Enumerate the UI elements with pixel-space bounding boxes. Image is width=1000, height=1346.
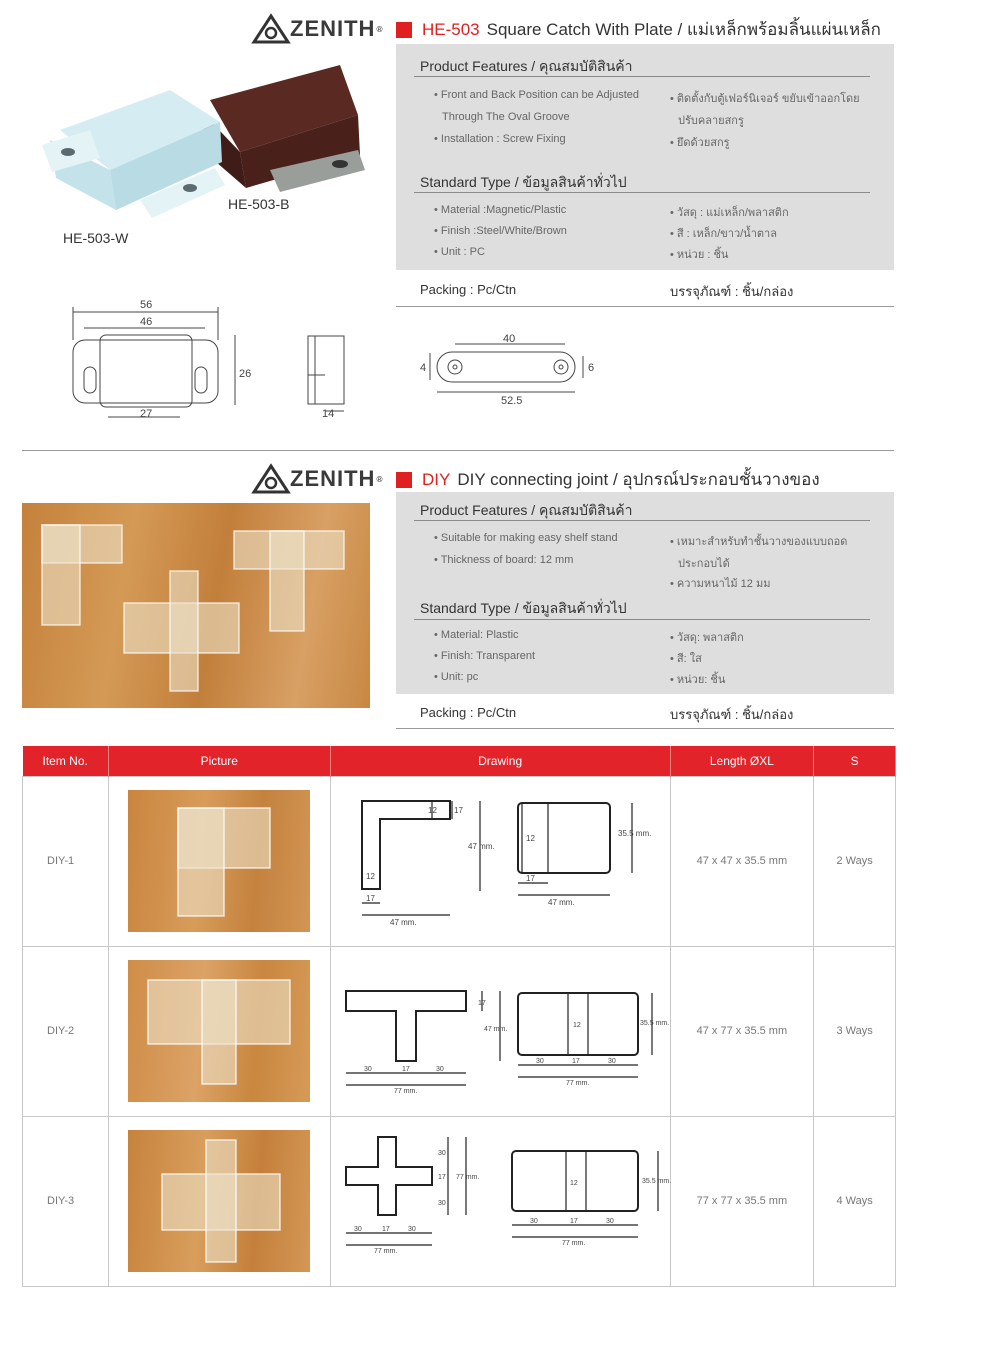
- ways-cell: 3 Ways: [814, 946, 896, 1116]
- picture-cell: [108, 1116, 330, 1286]
- product-code: DIY: [422, 469, 451, 489]
- standard-th: • หน่วย : ชิ้น: [670, 249, 729, 261]
- feature-en: • Thickness of board: 12 mm: [434, 554, 574, 566]
- table-row: [23, 1116, 896, 1286]
- standard-th: • สี: ใส: [670, 653, 702, 665]
- col-picture: Picture: [108, 746, 330, 776]
- product-code: HE-503: [422, 19, 480, 39]
- divider: [414, 192, 870, 193]
- dim-40: 40: [503, 333, 516, 345]
- dim: 12: [573, 1022, 581, 1029]
- dim: 35.5 mm.: [618, 829, 652, 838]
- dim: 35.5 mm.: [642, 1178, 672, 1185]
- feature-en: • Suitable for making easy shelf stand: [434, 532, 618, 544]
- zenith-triangle-icon: [252, 14, 290, 44]
- dim: 17: [402, 1066, 410, 1073]
- standard-heading: Standard Type / ข้อมูลสินค้าทั่วไป: [420, 174, 627, 190]
- drawing-cell: [330, 776, 670, 946]
- dim: 77 mm.: [566, 1080, 590, 1087]
- divider: [414, 619, 870, 620]
- dim: 77 mm.: [374, 1248, 398, 1255]
- ways-cell: 4 Ways: [814, 1116, 896, 1286]
- dim: 30: [608, 1058, 616, 1065]
- label-he503-b: HE-503-B: [228, 196, 290, 212]
- diy-info-panel: [396, 492, 894, 694]
- dim: 12: [526, 834, 536, 843]
- dim: 47 mm.: [548, 898, 575, 907]
- he503-photo: [40, 60, 370, 230]
- dim-56: 56: [140, 299, 153, 311]
- diy2-photo: [128, 960, 310, 1102]
- dim-6: 6: [588, 362, 595, 374]
- section-title-he503: [396, 16, 881, 43]
- red-square-icon: [396, 22, 412, 38]
- dim: 35.5 mm.: [640, 1020, 670, 1027]
- features-heading: Product Features / คุณสมบัติสินค้า: [420, 58, 633, 74]
- section-title-diy: [396, 466, 820, 493]
- divider: [414, 520, 870, 521]
- spec-table: [22, 746, 896, 1287]
- diy1-drawing: [340, 791, 660, 931]
- col-item-no: Item No.: [23, 746, 109, 776]
- diy-group-photo: [22, 503, 370, 708]
- zenith-logo: ZENITH ®: [252, 14, 383, 44]
- dim: 17: [438, 1174, 446, 1181]
- table-row: [23, 946, 896, 1116]
- dim: 12: [570, 1180, 578, 1187]
- dim: 17: [454, 806, 464, 815]
- dim: 17: [366, 894, 376, 903]
- divider: [396, 728, 894, 729]
- dim: 17: [570, 1218, 578, 1225]
- feature-en: • Installation : Screw Fixing: [434, 133, 566, 145]
- feature-th: • ติดตั้งกับตู้เฟอร์นิเจอร์ ขยับเข้าออกโดย: [670, 93, 860, 105]
- diy3-photo: [128, 1130, 310, 1272]
- picture-cell: [108, 946, 330, 1116]
- dim: 47 mm.: [484, 1026, 508, 1033]
- diy3-drawing: [340, 1131, 672, 1271]
- dim-52-5: 52.5: [501, 395, 523, 407]
- dim: 17: [526, 874, 536, 883]
- standard-en: • Finish: Transparent: [434, 650, 536, 662]
- feature-en: Through The Oval Groove: [442, 111, 570, 123]
- standard-en: • Unit: pc: [434, 671, 479, 683]
- he503-plate-drawing: [415, 330, 605, 410]
- drawing-cell: [330, 946, 670, 1116]
- dim: 30: [606, 1218, 614, 1225]
- dim: 30: [354, 1226, 362, 1233]
- product-title: DIY connecting joint / อุปกรณ์ประกอบชั้นวางของ: [457, 470, 820, 489]
- standard-en: • Finish :Steel/White/Brown: [434, 225, 567, 237]
- diy2-drawing: [340, 961, 670, 1101]
- dim: 30: [364, 1066, 372, 1073]
- feature-th: • เหมาะสำหรับทำชั้นวางของแบบถอด: [670, 536, 848, 548]
- dim: 12: [366, 872, 376, 881]
- features-heading: Product Features / คุณสมบัติสินค้า: [420, 502, 633, 518]
- dim: 30: [530, 1218, 538, 1225]
- col-length: Length ØXL: [670, 746, 814, 776]
- drawing-cell: [330, 1116, 670, 1286]
- dim: 77 mm.: [562, 1240, 586, 1247]
- dim: 77 mm.: [394, 1088, 418, 1095]
- dim: 47 mm.: [390, 918, 417, 927]
- feature-th: • ยึดด้วยสกรู: [670, 137, 730, 149]
- standard-en: • Material: Plastic: [434, 629, 519, 641]
- diy1-photo: [128, 790, 310, 932]
- dim: 30: [408, 1226, 416, 1233]
- dim: 17: [572, 1058, 580, 1065]
- item-no: DIY-1: [23, 776, 109, 946]
- packing-th: บรรจุภัณฑ์ : ชิ้น/กล่อง: [670, 284, 794, 299]
- packing-en: Packing : Pc/Ctn: [420, 705, 517, 720]
- standard-th: • วัสดุ: พลาสติก: [670, 632, 744, 644]
- packing-en: Packing : Pc/Ctn: [420, 282, 517, 297]
- feature-th: ปรับคลายสกรู: [678, 115, 744, 127]
- dim: 17: [382, 1226, 390, 1233]
- standard-en: • Unit : PC: [434, 246, 485, 258]
- feature-en: • Front and Back Position can be Adjusted: [434, 89, 640, 101]
- feature-th: ประกอบได้: [678, 558, 730, 570]
- dim: 30: [536, 1058, 544, 1065]
- dim: 30: [438, 1150, 446, 1157]
- red-square-icon: [396, 472, 412, 488]
- standard-en: • Material :Magnetic/Plastic: [434, 204, 567, 216]
- dim-46: 46: [140, 316, 153, 328]
- col-s: S: [814, 746, 896, 776]
- dim-14: 14: [322, 408, 335, 420]
- length-cell: 77 x 77 x 35.5 mm: [670, 1116, 814, 1286]
- product-title: Square Catch With Plate / แม่เหล็กพร้อมลิ้นแผ่นเหล็ก: [486, 20, 881, 39]
- dim: 12: [428, 806, 438, 815]
- he503-info-panel: [396, 44, 894, 270]
- brand-name: ZENITH: [290, 16, 376, 41]
- table-row: [23, 776, 896, 946]
- section-divider: [22, 450, 894, 451]
- dim-27: 27: [140, 408, 153, 420]
- standard-th: • สี : เหล็ก/ขาว/น้ำตาล: [670, 228, 777, 240]
- dim: 77 mm.: [456, 1174, 480, 1181]
- dim: 30: [438, 1200, 446, 1207]
- standard-heading: Standard Type / ข้อมูลสินค้าทั่วไป: [420, 600, 627, 616]
- zenith-triangle-icon: [252, 464, 290, 494]
- feature-th: • ความหนาไม้ 12 มม: [670, 578, 771, 590]
- standard-th: • หน่วย: ชิ้น: [670, 674, 726, 686]
- dim-4: 4: [420, 362, 427, 374]
- label-he503-w: HE-503-W: [63, 230, 129, 246]
- he503-front-drawing: [40, 295, 380, 425]
- table-header-row: [23, 746, 896, 776]
- divider: [396, 306, 894, 307]
- item-no: DIY-3: [23, 1116, 109, 1286]
- dim: 17: [478, 1000, 486, 1007]
- packing-th: บรรจุภัณฑ์ : ชิ้น/กล่อง: [670, 707, 794, 722]
- length-cell: 47 x 77 x 35.5 mm: [670, 946, 814, 1116]
- length-cell: 47 x 47 x 35.5 mm: [670, 776, 814, 946]
- picture-cell: [108, 776, 330, 946]
- dim-26: 26: [239, 368, 252, 380]
- item-no: DIY-2: [23, 946, 109, 1116]
- divider: [414, 76, 870, 77]
- standard-th: • วัสดุ : แม่เหล็ก/พลาสติก: [670, 207, 789, 219]
- dim: 30: [436, 1066, 444, 1073]
- ways-cell: 2 Ways: [814, 776, 896, 946]
- dim: 47 mm.: [468, 842, 495, 851]
- col-drawing: Drawing: [330, 746, 670, 776]
- brand-name: ZENITH: [290, 466, 376, 491]
- zenith-logo: ZENITH ®: [252, 464, 383, 494]
